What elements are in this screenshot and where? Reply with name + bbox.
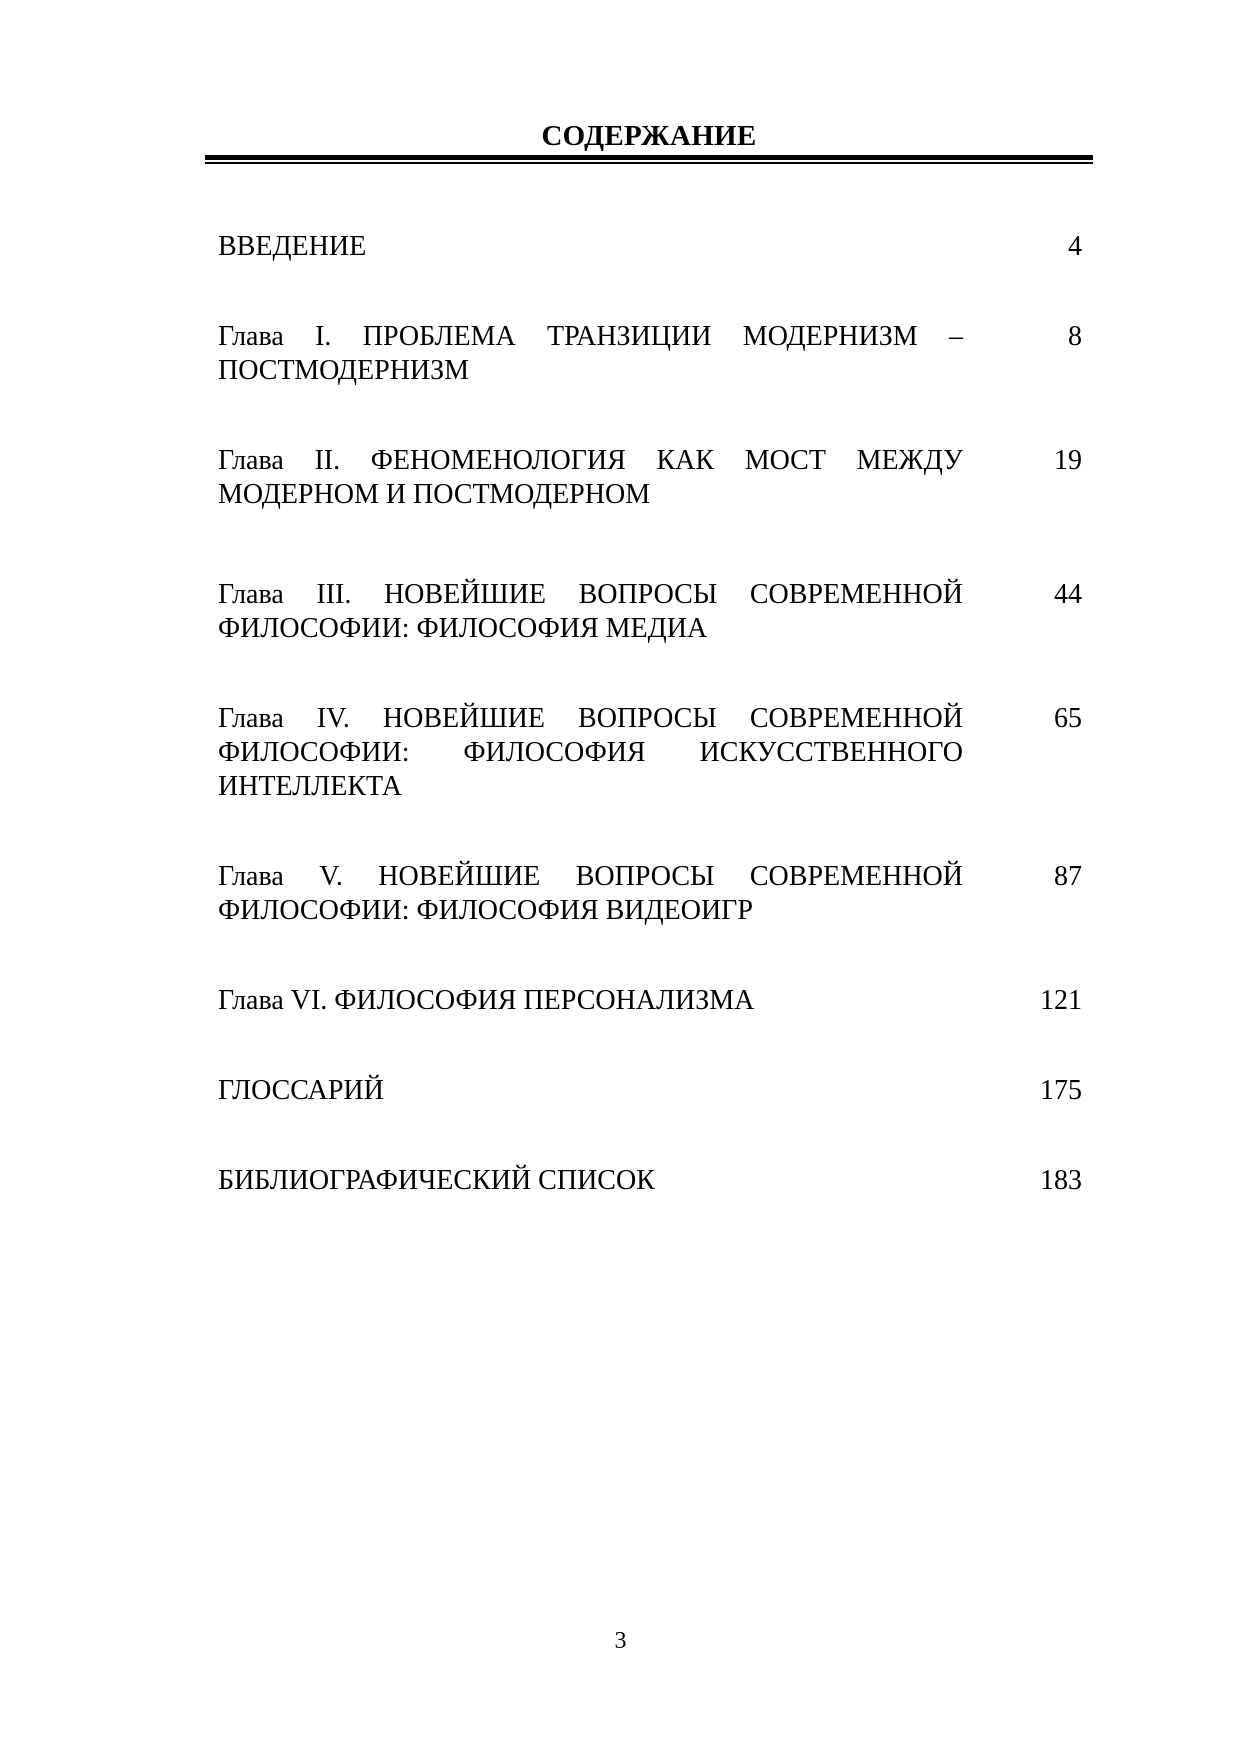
toc-entry-page: 183 (1040, 1165, 1082, 1196)
toc-entry-page: 87 (1054, 861, 1082, 892)
title-underline-thin (205, 162, 1093, 164)
toc-entry-page: 175 (1040, 1075, 1082, 1106)
toc-entry-page: 4 (1068, 231, 1082, 262)
toc-entry-title: Глава VI. ФИЛОСОФИЯ ПЕРСОНАЛИЗМА (218, 985, 755, 1016)
toc-entry-title: Глава I. ПРОБЛЕМА ТРАНЗИЦИИ МОДЕРНИЗМ – ПОСТМОДЕРНИЗМ (218, 321, 963, 386)
toc-entry-title: Глава II. ФЕНОМЕНОЛОГИЯ КАК МОСТ МЕЖДУ МОДЕРНОМ И ПОСТМОДЕРНОМ (218, 445, 963, 510)
page-title: СОДЕРЖАНИЕ (541, 120, 757, 152)
toc-entry-title: Глава IV. НОВЕЙШИЕ ВОПРОСЫ СОВРЕМЕННОЙ ФИЛОСОФИИ: ФИЛОСОФИЯ ИСКУССТВЕННОГО ИНТЕЛЛЕКТА (218, 703, 963, 802)
toc-entry-title: ГЛОССАРИЙ (218, 1075, 384, 1106)
toc-entry-page: 19 (1054, 445, 1082, 476)
toc-entry-page: 8 (1068, 321, 1082, 352)
page-number: 3 (614, 1628, 627, 1654)
toc-entry-page: 44 (1054, 579, 1082, 610)
toc-entry-title: БИБЛИОГРАФИЧЕСКИЙ СПИСОК (218, 1165, 655, 1196)
toc-entry-page: 65 (1054, 703, 1082, 734)
toc-entry-page: 121 (1040, 985, 1082, 1016)
toc-entry-title: Глава V. НОВЕЙШИЕ ВОПРОСЫ СОВРЕМЕННОЙ ФИЛОСОФИИ: ФИЛОСОФИЯ ВИДЕОИГР (218, 861, 963, 926)
title-underline-thick (205, 155, 1093, 160)
toc-entry-title: Глава III. НОВЕЙШИЕ ВОПРОСЫ СОВРЕМЕННОЙ ФИЛОСОФИИ: ФИЛОСОФИЯ МЕДИА (218, 579, 963, 644)
toc-entry-title: ВВЕДЕНИЕ (218, 231, 367, 262)
